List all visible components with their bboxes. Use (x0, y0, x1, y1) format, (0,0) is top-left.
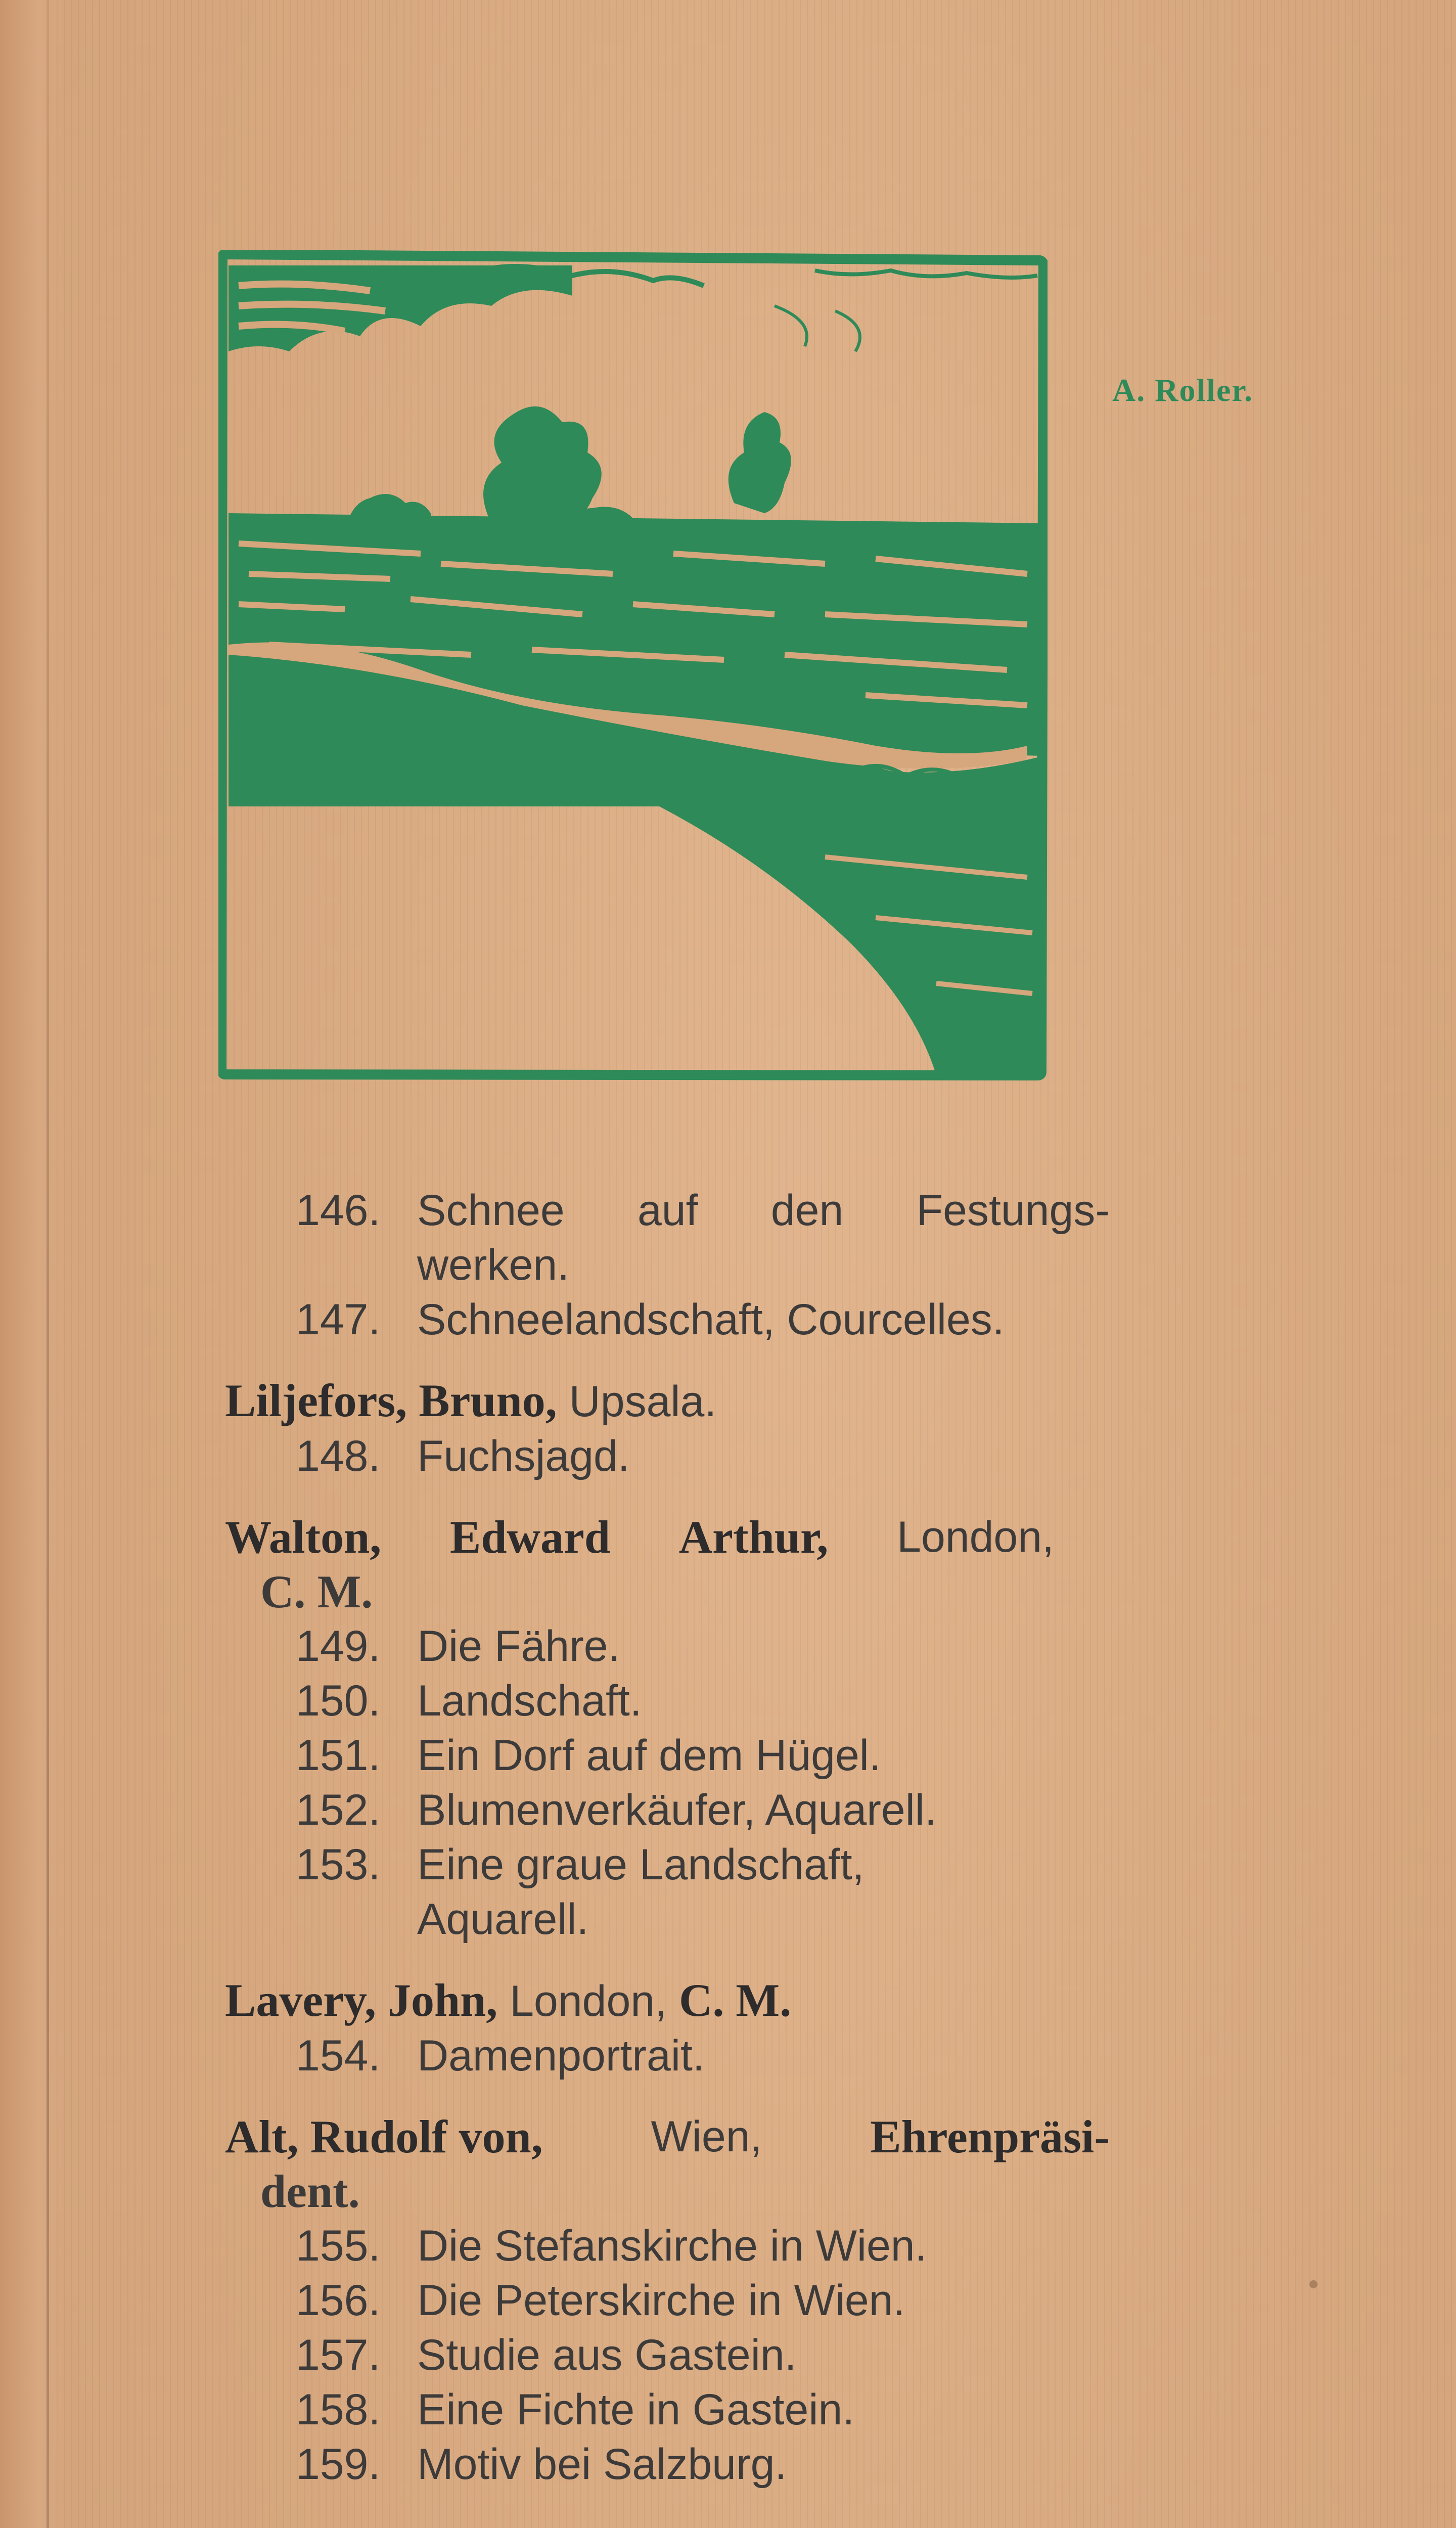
artist-heading-walton (225, 1510, 1110, 1564)
catalog-entry-149 (225, 1619, 1110, 1674)
catalog-entry-153 (225, 1837, 1110, 1892)
entry-title: Studie aus Gastein. (417, 2331, 797, 2379)
artist-location: Wien, (651, 2112, 762, 2161)
catalog-entry-152 (225, 1783, 1110, 1837)
artist-name: Edward (450, 1511, 610, 1563)
entry-number: 155. (296, 2222, 381, 2270)
entry-title: Ein Dorf auf dem Hügel. (417, 1731, 881, 1780)
artist-heading-line (225, 1510, 1054, 1564)
entry-title: Landschaft. (417, 1677, 642, 1725)
entry-title-continuation: Aquarell. (417, 1895, 589, 1944)
title-word: Schnee (417, 1186, 565, 1235)
title-word: Festungs- (916, 1186, 1110, 1235)
entry-title: Eine graue Landschaft, (417, 1840, 864, 1889)
title-word: den (770, 1186, 844, 1235)
illustration-credit: A. Roller. (1112, 372, 1253, 408)
entry-title-continuation: werken. (417, 1241, 570, 1289)
title-word: auf (637, 1186, 698, 1235)
catalog-entry-147 (225, 1292, 1110, 1347)
entry-number: 157. (296, 2331, 381, 2379)
entry-number: 159. (296, 2440, 381, 2489)
artist-heading-alt (225, 2109, 1110, 2164)
entry-number: 146. (296, 1186, 381, 1235)
entry-number: 158. (296, 2385, 381, 2434)
artist-location: Upsala. (557, 1377, 717, 1426)
entry-title: Fuchsjagd. (417, 1432, 630, 1480)
artist-title-continuation: dent. (260, 2165, 360, 2217)
catalog-entry-150 (225, 1674, 1110, 1728)
artist-title-suffix: C. M. (678, 1974, 792, 2026)
artist-title-suffix: C. M. (260, 1566, 373, 1617)
page-binding-edge (0, 0, 66, 2528)
artist-heading-lavery (225, 1973, 1110, 2028)
catalog-entry-156 (225, 2273, 1110, 2328)
catalog-entry-155 (225, 2219, 1110, 2273)
artist-name: Alt, Rudolf von, (225, 2111, 543, 2162)
entry-number: 152. (296, 1786, 381, 1834)
artist-name: Lavery, John, (225, 1974, 498, 2026)
entry-title (417, 1183, 1110, 1238)
entry-number: 147. (296, 1295, 381, 1344)
artist-title: Ehrenpräsi- (870, 2111, 1110, 2162)
artist-heading-line (225, 2109, 1110, 2164)
entry-number: 150. (296, 1677, 381, 1725)
artist-name: Arthur, (678, 1511, 829, 1563)
artist-name: Walton, (225, 1511, 382, 1563)
catalog-entry-157 (225, 2328, 1110, 2382)
entry-title: Damenportrait. (417, 2032, 705, 2080)
entry-number: 149. (296, 1622, 381, 1671)
catalog-entry-159 (225, 2437, 1110, 2492)
entry-title: Eine Fichte in Gastein. (417, 2385, 855, 2434)
artist-heading-liljefors (225, 1373, 1110, 1429)
entry-number: 156. (296, 2276, 381, 2325)
catalog-entry-148 (225, 1429, 1110, 1483)
catalog-entries (225, 1183, 1110, 2492)
fold-crease (47, 0, 49, 2528)
landscape-woodcut-illustration (218, 250, 1048, 1085)
catalog-entry-151 (225, 1728, 1110, 1783)
entry-number: 153. (296, 1840, 381, 1889)
entry-number: 151. (296, 1731, 381, 1780)
entry-number: 148. (296, 1432, 381, 1480)
catalog-entry-146 (225, 1183, 1110, 1238)
paper-speck (1309, 2280, 1317, 2288)
entry-title: Die Peterskirche in Wien. (417, 2276, 905, 2325)
entry-title: Die Stefanskirche in Wien. (417, 2222, 927, 2270)
entry-title: Schneelandschaft, Courcelles. (417, 1295, 1005, 1344)
entry-title: Die Fähre. (417, 1622, 620, 1671)
entry-title: Blumenverkäufer, Aquarell. (417, 1786, 937, 1834)
entry-number: 154. (296, 2032, 381, 2080)
entry-title: Motiv bei Salzburg. (417, 2440, 787, 2489)
artist-name: Liljefors, Bruno, (225, 1375, 557, 1426)
artist-location: London, (897, 1513, 1054, 1561)
catalog-entry-154 (225, 2028, 1110, 2083)
catalog-entry-158 (225, 2382, 1110, 2437)
artist-location: London, (497, 1977, 679, 2025)
